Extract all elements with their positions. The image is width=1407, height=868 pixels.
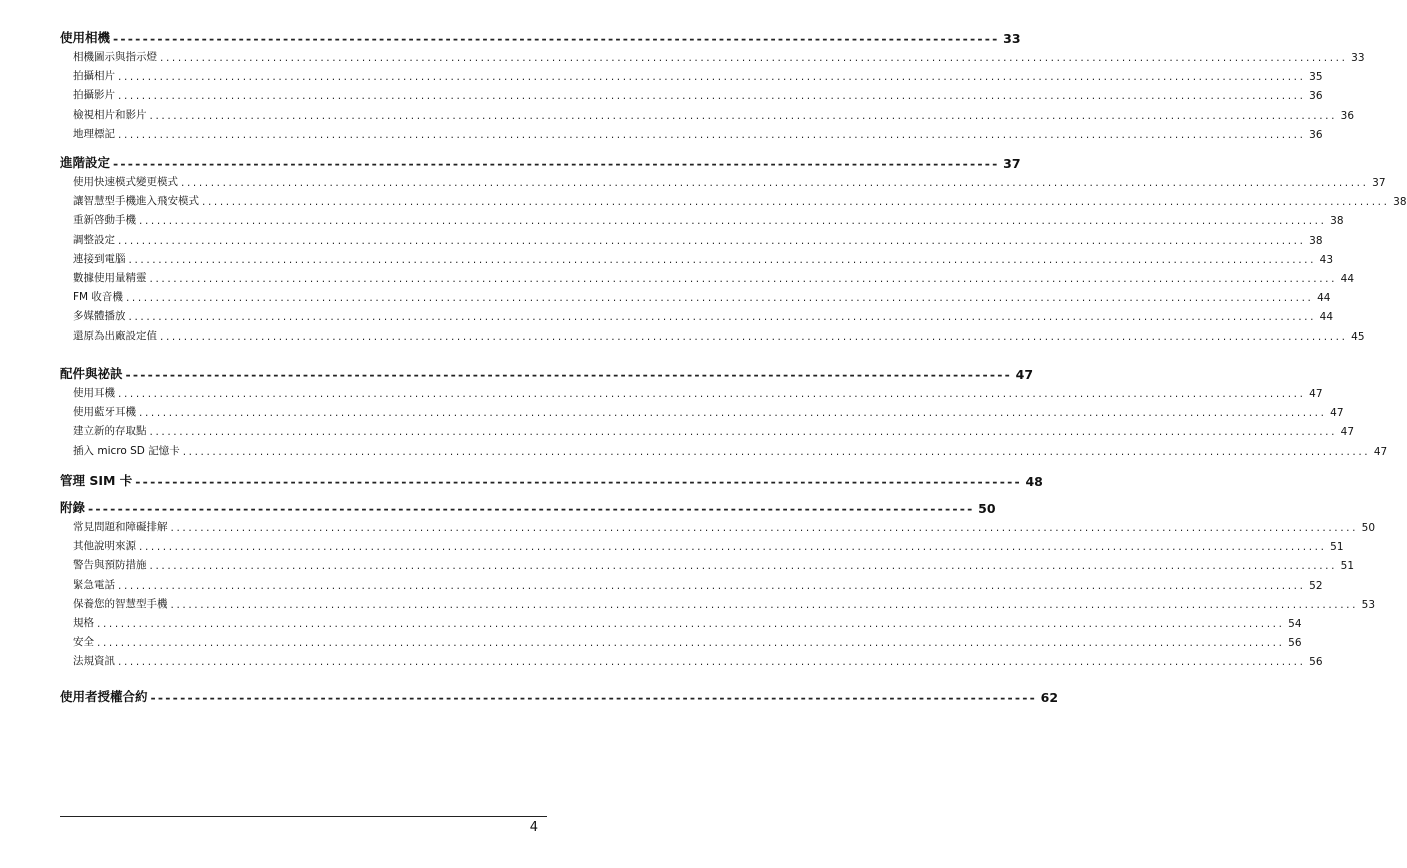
toc-entry-title: 連接到電腦	[73, 252, 126, 265]
dot-leader: ........................................................................................................................................................................................................	[125, 292, 1314, 305]
dot-leader: ........................................................................................................................................................................................................	[97, 637, 1285, 650]
toc-entry[interactable]	[60, 86, 1323, 103]
toc-entry-page: 38	[1309, 234, 1323, 247]
toc-entry-page: 43	[1319, 253, 1334, 266]
toc-entry-title: 建立新的存取點	[73, 425, 147, 438]
toc-entry-page: 50	[1361, 522, 1376, 534]
toc-entry-title: 其他說明來源	[73, 540, 136, 553]
toc-section[interactable]	[60, 153, 1021, 171]
toc-entry-page: 47	[1330, 407, 1344, 420]
toc-entry-title: 使用快速模式變更模式	[73, 176, 178, 188]
toc-entry-title: 法規資訊	[73, 655, 115, 668]
toc-entry-title: 保養您的智慧型手機	[73, 597, 168, 610]
toc-entry-page: 51	[1340, 560, 1355, 573]
dot-leader: ........................................................................................................................................................................................................	[118, 90, 1306, 103]
page-number: 4	[529, 820, 538, 835]
toc-entry-page: 47	[1373, 445, 1388, 458]
dot-leader: ------------------------------------------------------------------------------------------------------------------------	[88, 501, 975, 516]
toc-section-page: 37	[1003, 156, 1021, 171]
toc-entry[interactable]	[60, 250, 1334, 266]
toc-entry-title: 拍攝相片	[73, 70, 115, 83]
dot-leader: ........................................................................................................................................................................................................	[128, 311, 1317, 324]
dot-leader: ........................................................................................................................................................................................................	[202, 196, 1390, 209]
dot-leader: ........................................................................................................................................................................................................	[149, 109, 1338, 122]
toc-entry[interactable]	[60, 652, 1323, 669]
dot-leader: ........................................................................................................................................................................................................	[149, 560, 1338, 573]
toc-entry[interactable]	[60, 173, 1386, 189]
toc-entry-title: 地理標記	[73, 127, 115, 140]
dot-leader: ........................................................................................................................................................................................................	[118, 71, 1306, 84]
dot-leader: ------------------------------------------------------------------------------------------------------------------------	[113, 31, 1000, 46]
dot-leader: ........................................................................................................................................................................................................	[170, 598, 1359, 611]
toc-section-page: 62	[1040, 690, 1059, 705]
toc-section-title: 使用相機	[60, 30, 111, 45]
dot-leader: ------------------------------------------------------------------------------------------------------------------------	[150, 690, 1038, 705]
toc-entry-title: 緊急電話	[73, 578, 115, 591]
toc-entry[interactable]	[60, 288, 1331, 305]
toc-entry[interactable]	[60, 231, 1323, 247]
toc-entry[interactable]	[60, 595, 1376, 611]
toc-entry-title: 拍攝影片	[73, 89, 115, 102]
toc-entry-page: 36	[1309, 128, 1323, 141]
toc-entry-page: 56	[1309, 656, 1323, 669]
dot-leader: ........................................................................................................................................................................................................	[118, 128, 1306, 141]
toc-entry-page: 52	[1309, 579, 1323, 592]
toc-entry-title: 重新啓動手機	[73, 214, 136, 227]
dot-leader: ........................................................................................................................................................................................................	[118, 579, 1306, 592]
toc-section[interactable]	[60, 498, 996, 516]
dot-leader: ------------------------------------------------------------------------------------------------------------------------	[135, 474, 1022, 489]
toc-section-page: 47	[1015, 367, 1034, 382]
toc-section[interactable]	[60, 364, 1034, 382]
toc-entry[interactable]	[60, 556, 1355, 573]
toc-entry-page: 47	[1309, 388, 1323, 400]
dot-leader: ........................................................................................................................................................................................................	[170, 522, 1359, 534]
toc-entry-title: 常見問題和障礙排解	[73, 521, 168, 533]
toc-entry-title: 相機圖示與指示燈	[73, 51, 157, 63]
toc-section-page: 48	[1025, 474, 1043, 489]
toc-entry-page: 38	[1393, 196, 1407, 209]
toc-entry-page: 54	[1288, 618, 1302, 630]
toc-entry[interactable]	[60, 614, 1302, 630]
toc-section[interactable]	[60, 471, 1043, 489]
toc-entry-page: 47	[1340, 426, 1355, 439]
toc-section-title: 使用者授權合約	[60, 689, 148, 704]
toc-entry-title: 多媒體播放	[73, 310, 126, 323]
toc-entry-page: 38	[1330, 215, 1344, 228]
toc-entry[interactable]	[60, 192, 1407, 209]
toc-entry-title: 插入 micro SD 記憶卡	[73, 444, 180, 457]
toc-entry-title: 還原為出廠設定值	[73, 329, 157, 342]
toc-section-page: 33	[1003, 31, 1021, 46]
toc-entry-title: 使用藍牙耳機	[73, 406, 136, 419]
toc-entry[interactable]	[60, 518, 1376, 534]
toc-entry[interactable]	[60, 576, 1323, 592]
dot-leader: ------------------------------------------------------------------------------------------------------------------------	[125, 367, 1013, 382]
dot-leader: ........................................................................................................................................................................................................	[118, 388, 1306, 400]
toc-entry-title: 調整設定	[73, 233, 115, 246]
toc-entry[interactable]	[60, 422, 1355, 439]
toc-entry[interactable]	[60, 327, 1365, 343]
toc-entry[interactable]	[60, 48, 1365, 64]
toc-section[interactable]	[60, 28, 1021, 46]
toc-section-title: 管理 SIM 卡	[60, 473, 133, 488]
toc-entry[interactable]	[60, 442, 1388, 458]
dot-leader: ........................................................................................................................................................................................................	[128, 253, 1317, 266]
toc-entry-title: 數據使用量精靈	[73, 272, 147, 284]
toc-section-title: 進階設定	[60, 155, 111, 170]
toc-entry[interactable]	[60, 633, 1302, 650]
toc-section-title: 配件與祕訣	[60, 366, 123, 381]
toc-entry-title: 警告與預防措施	[73, 559, 147, 572]
toc-section-title: 附錄	[60, 500, 86, 515]
toc-entry-page: 36	[1309, 90, 1323, 103]
dot-leader: ------------------------------------------------------------------------------------------------------------------------	[113, 156, 1000, 171]
toc-entry[interactable]	[60, 307, 1334, 324]
toc-entry[interactable]	[60, 125, 1323, 141]
toc-entry-page: 37	[1372, 177, 1386, 189]
dot-leader: ........................................................................................................................................................................................................	[139, 541, 1327, 554]
toc-section[interactable]	[60, 687, 1059, 705]
dot-leader: ........................................................................................................................................................................................................	[149, 273, 1338, 285]
toc-entry[interactable]	[60, 67, 1323, 84]
dot-leader: ........................................................................................................................................................................................................	[160, 330, 1348, 343]
dot-leader: ........................................................................................................................................................................................................	[118, 234, 1306, 247]
toc-entry-page: 53	[1361, 598, 1376, 611]
toc-entry[interactable]	[60, 269, 1355, 285]
toc-entry-page: 33	[1351, 52, 1365, 64]
toc-entry-page: 44	[1317, 292, 1331, 305]
toc-entry-page: 45	[1351, 330, 1365, 343]
dot-leader: ........................................................................................................................................................................................................	[139, 407, 1327, 420]
toc-entry[interactable]	[60, 403, 1344, 420]
toc-entry-title: 檢視相片和影片	[73, 108, 147, 121]
toc-entry-page: 44	[1319, 311, 1334, 324]
toc-entry[interactable]	[60, 537, 1344, 554]
toc-entry[interactable]	[60, 106, 1355, 122]
toc-entry-page: 56	[1288, 637, 1302, 650]
toc-entry-page: 35	[1309, 71, 1323, 84]
toc-entry[interactable]	[60, 384, 1323, 400]
toc-entry-page: 51	[1330, 541, 1344, 554]
toc-entry[interactable]	[60, 211, 1344, 228]
dot-leader: ........................................................................................................................................................................................................	[160, 52, 1348, 64]
toc-entry-title: 安全	[73, 636, 94, 649]
toc-section-page: 50	[978, 501, 996, 516]
dot-leader: ........................................................................................................................................................................................................	[139, 215, 1327, 228]
dot-leader: ........................................................................................................................................................................................................	[97, 618, 1285, 630]
toc-entry-title: FM 收音機	[73, 291, 123, 304]
toc-entry-page: 44	[1340, 273, 1355, 285]
dot-leader: ........................................................................................................................................................................................................	[149, 426, 1338, 439]
footer-rule	[60, 816, 547, 817]
toc-entry-title: 讓智慧型手機進入飛安模式	[73, 195, 199, 208]
dot-leader: ........................................................................................................................................................................................................	[118, 656, 1306, 669]
toc-entry-title: 規格	[73, 617, 94, 629]
toc-entry-page: 36	[1340, 109, 1355, 122]
dot-leader: ........................................................................................................................................................................................................	[181, 177, 1369, 189]
toc-entry-title: 使用耳機	[73, 387, 115, 399]
dot-leader: ........................................................................................................................................................................................................	[182, 445, 1371, 458]
